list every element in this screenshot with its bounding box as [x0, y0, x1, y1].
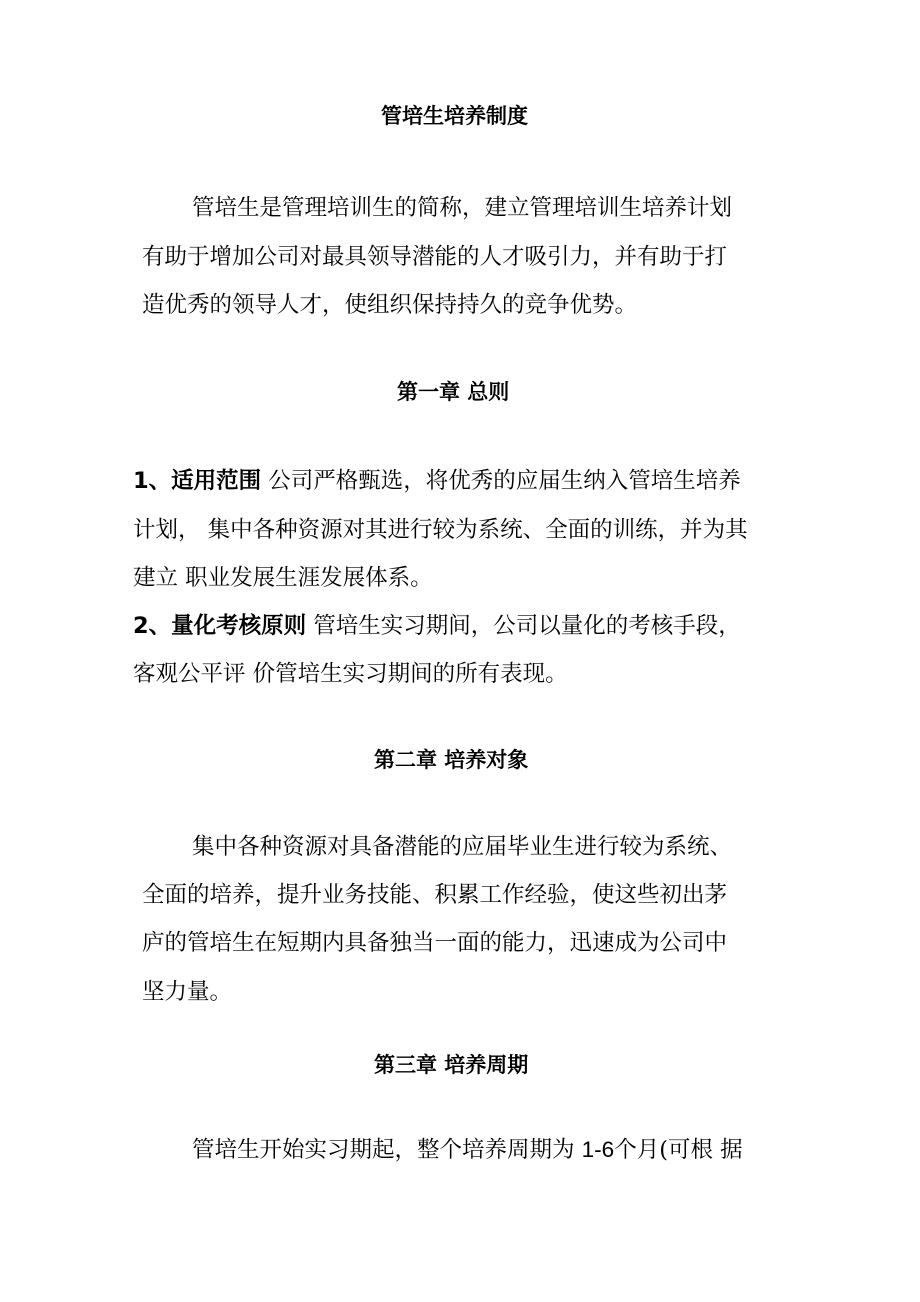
chapter2-line: 集中各种资源对具备潜能的应届毕业生进行较为系统、: [192, 834, 733, 860]
chapter2-line: 全面的培养，提升业务技能、积累工作经验，使这些初出茅: [142, 882, 728, 908]
chapter1-item1-line3: 建立 职业发展生涯发展体系。: [133, 565, 433, 591]
chapter1-item2-line2: 客观公平评 价管培生实习期间的所有表现。: [133, 661, 568, 687]
chapter3-period-range: 1-6: [581, 1137, 615, 1162]
chapter1-item2-line1: [133, 611, 741, 641]
chapter1-item2-label: 2、量化考核原则: [133, 613, 307, 639]
document-title: 管培生培养制度: [381, 104, 528, 128]
chapter1-item1-line2: 计划， 集中各种资源对其进行较为系统、全面的训练，并为其: [133, 517, 748, 543]
chapter3-line1: [192, 1135, 743, 1165]
chapter1-item1-text: 公司严格甄选，将优秀的应届生纳入管培生培养: [261, 468, 741, 494]
intro-line: 造优秀的领导人才，使组织保持持久的竞争优势。: [142, 292, 638, 318]
chapter1-item1-label: 1、适用范围: [133, 468, 262, 494]
chapter1-heading: 第一章 总则: [397, 380, 510, 404]
chapter2-heading: 第二章 培养对象: [374, 748, 529, 772]
chapter1-item2-text: 管培生实习期间，公司以量化的考核手段，: [306, 613, 741, 639]
chapter1-item1-line1: [133, 466, 741, 496]
intro-line: 有助于增加公司对最具领导潜能的人才吸引力，并有助于打: [142, 244, 728, 270]
chapter2-line: 庐的管培生在短期内具备独当一面的能力，迅速成为公司中: [142, 930, 728, 956]
chapter3-line1-suffix: 个月(可根 据: [614, 1137, 743, 1163]
chapter2-line: 坚力量。: [142, 979, 233, 1005]
chapter3-heading: 第三章 培养周期: [374, 1053, 529, 1077]
chapter3-line1-prefix: 管培生开始实习期起，整个培养周期为: [192, 1137, 582, 1163]
intro-line: 管培生是管理培训生的简称，建立管理培训生培养计划: [192, 195, 733, 221]
